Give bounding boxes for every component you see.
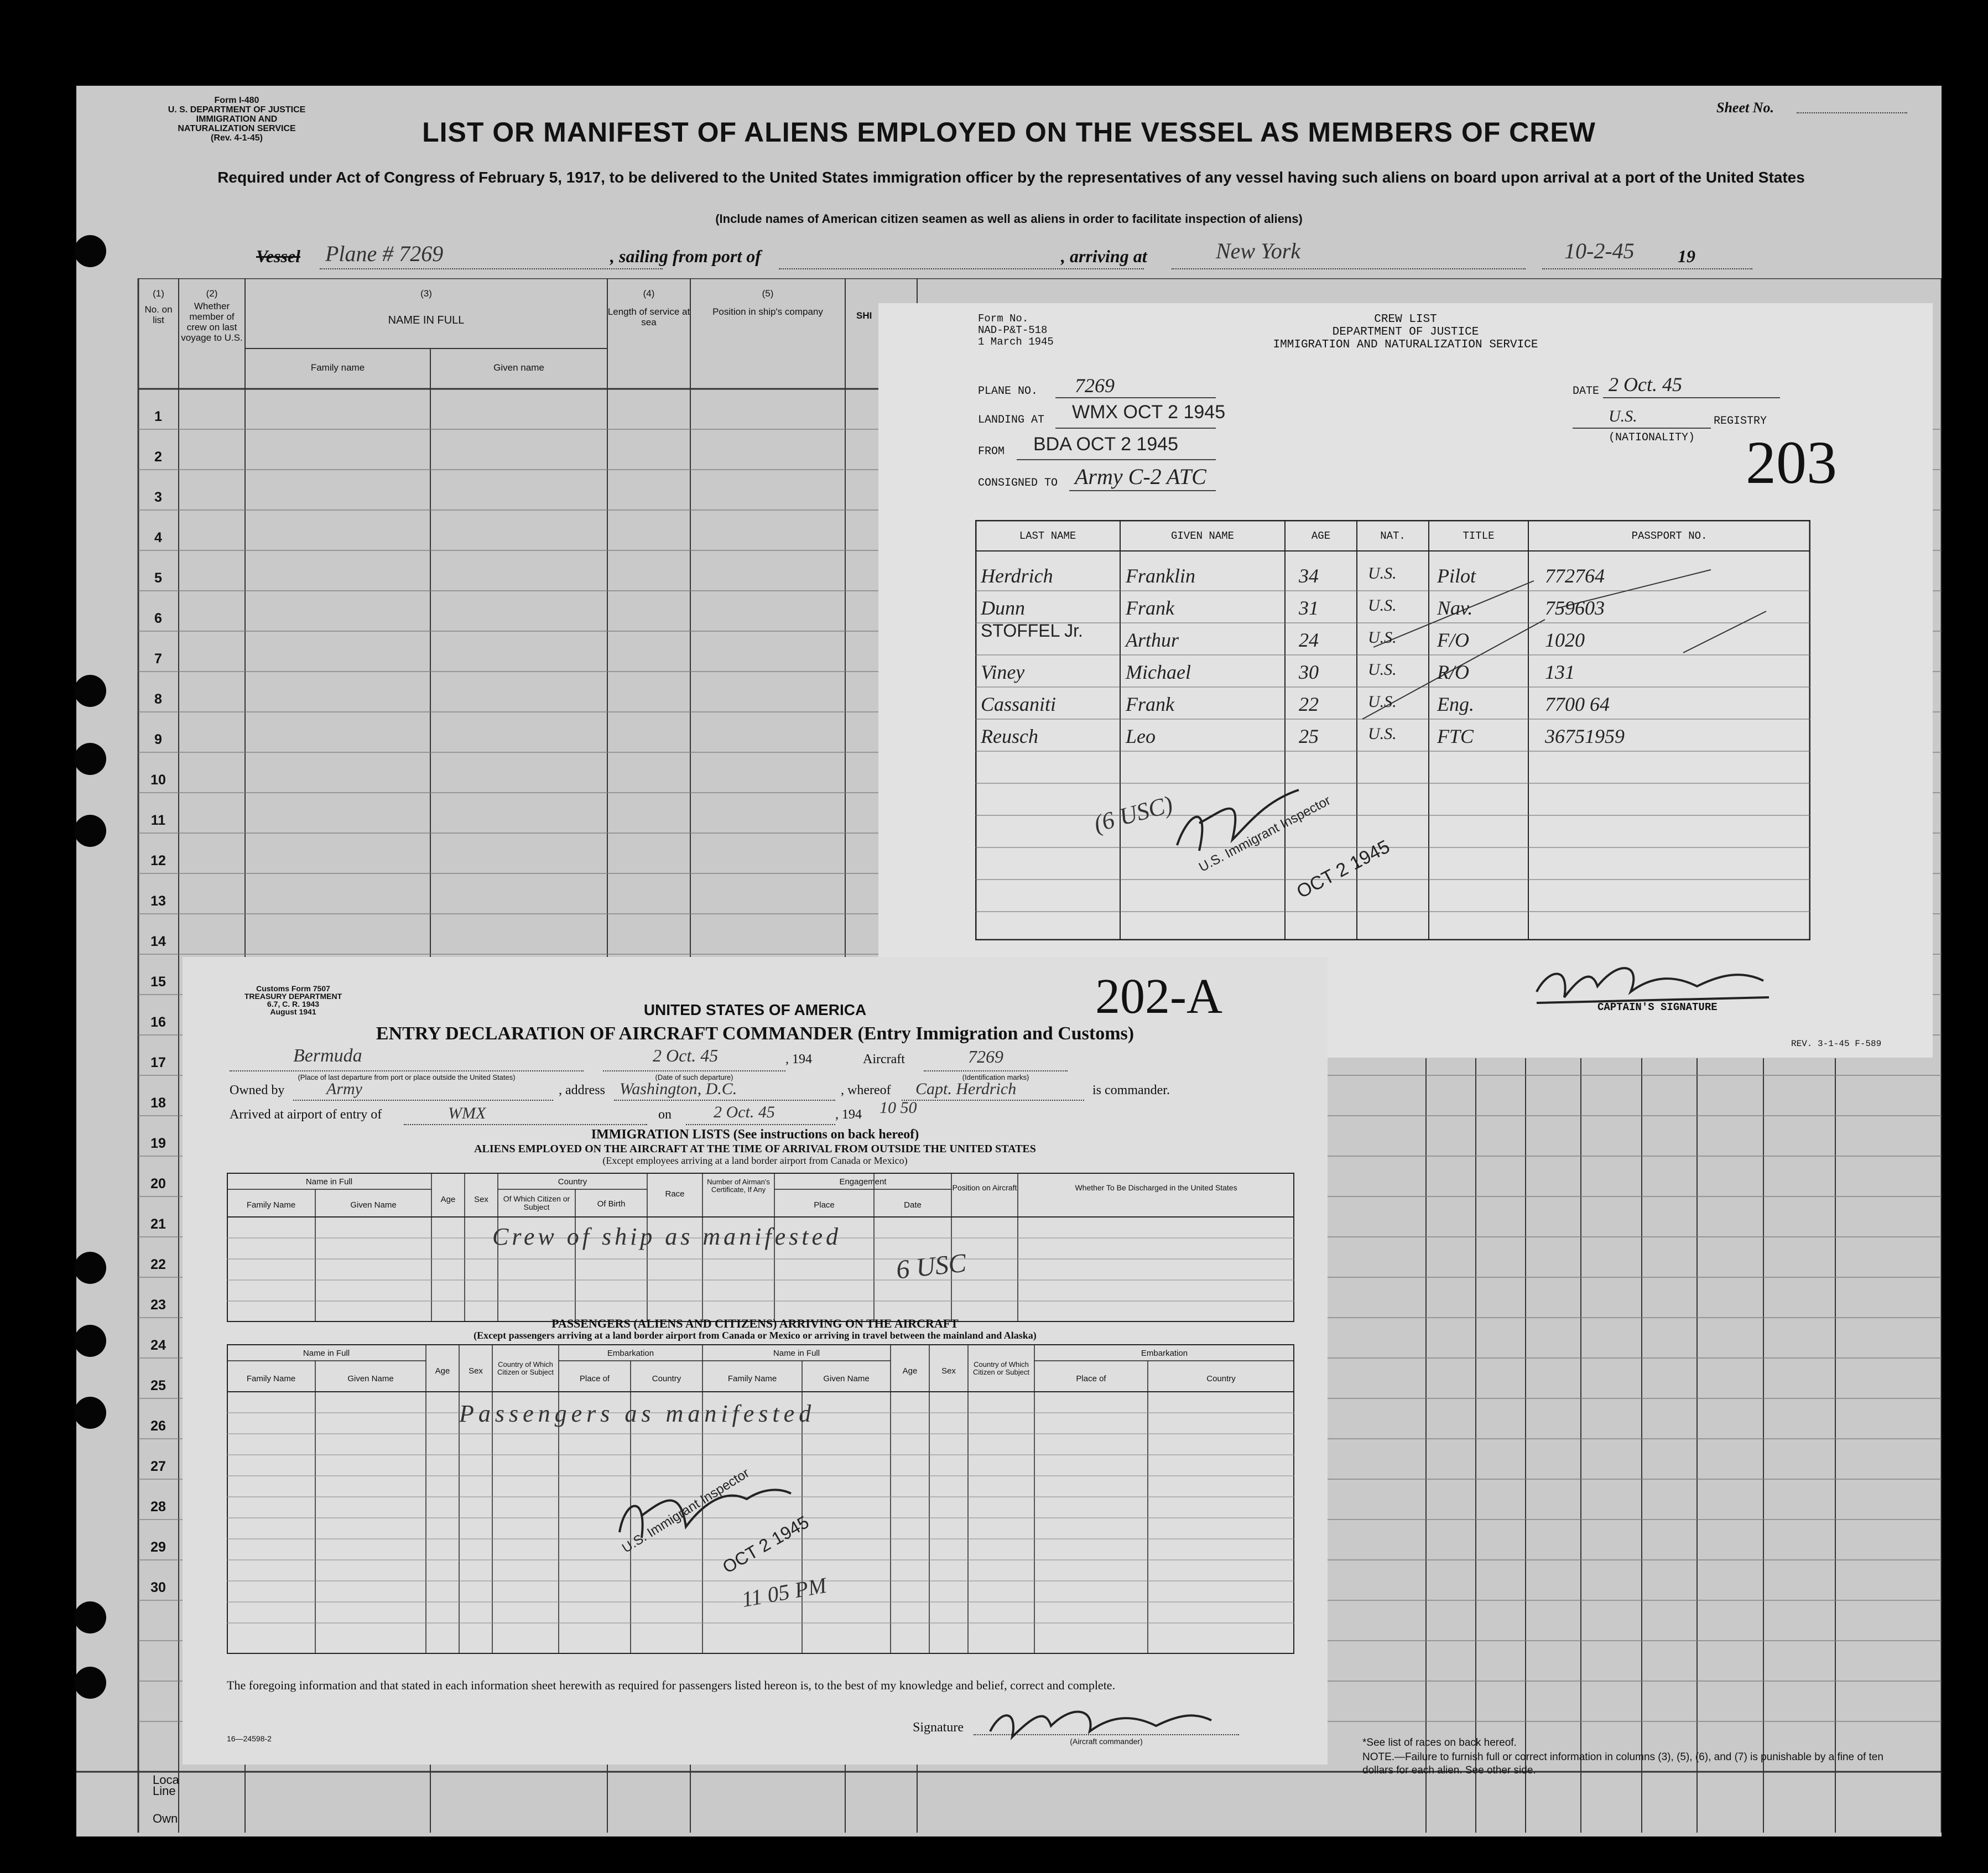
landing-line — [1055, 428, 1216, 429]
form-id-line: IMMIGRATION AND NATURALIZATION SERVICE — [178, 115, 296, 133]
row-number: 23 — [150, 1297, 166, 1313]
t2-sex: Sex — [469, 1366, 483, 1376]
crew-title: FTC — [1437, 725, 1474, 747]
customs-footer-code: 16—24598-2 — [227, 1734, 272, 1743]
crew-nat: U.S. — [1368, 596, 1397, 615]
t2b-sex: Sex — [941, 1366, 956, 1376]
col-number: (4) — [643, 288, 655, 299]
col2-header — [179, 288, 245, 343]
year-label: 19 — [1678, 246, 1695, 266]
crew-age: 24 — [1299, 629, 1319, 651]
crew-list-form — [878, 303, 1933, 1058]
registry-line — [1573, 428, 1711, 429]
row-number: 4 — [154, 530, 162, 545]
footnote-penalty: NOTE.—Failure to furnish full or correct information in columns (3), (5), (6), and (7) is punishable by a fine of ten dollars for each alien. See other side. — [1362, 1751, 1883, 1776]
arriving-value: New York — [1216, 238, 1301, 263]
t2-name-full: Name in Full — [303, 1349, 350, 1358]
row-number: 16 — [150, 1014, 166, 1030]
crew-last-name: Viney — [981, 661, 1025, 683]
crew-given-name: Leo — [1126, 725, 1156, 747]
t1-position: Position on Aircraft — [952, 1183, 1017, 1192]
row-number: 8 — [154, 691, 162, 707]
row-number: 12 — [150, 853, 166, 868]
registry-value: U.S. — [1609, 407, 1637, 425]
certification-text: The foregoing information and that stated in each information sheet herewith as required for passengers listed hereon is, to the best of my knowledge and belief, correct and complete. — [227, 1678, 1116, 1692]
crew-title: Pilot — [1437, 565, 1476, 587]
col1-header — [138, 288, 179, 325]
plane-no-label: PLANE NO. — [978, 385, 1038, 398]
row-number: 7 — [154, 651, 162, 667]
crew-col-title: TITLE — [1463, 530, 1495, 542]
crew-age: 30 — [1299, 661, 1319, 683]
t1-family: Family Name — [246, 1200, 296, 1210]
aircraft-line — [924, 1070, 1068, 1071]
row-number: 15 — [150, 974, 166, 990]
row-number-column — [142, 397, 175, 1608]
col-number: (1) — [153, 288, 164, 299]
address-value: Washington, D.C. — [620, 1080, 737, 1098]
customs-heading2: ENTRY DECLARATION OF AIRCRAFT COMMANDER (Entry Immigration and Customs) — [376, 1023, 1134, 1044]
crew-age: 25 — [1299, 725, 1319, 747]
crew-given-name: Michael — [1126, 661, 1191, 683]
consigned-label: CONSIGNED TO — [978, 477, 1058, 490]
footnote-races: *See list of races on back hereof. — [1362, 1737, 1517, 1749]
col-label: Position in ship's company — [712, 306, 823, 317]
row-number: 21 — [150, 1216, 166, 1232]
arrival-date-value: 10-2-45 — [1564, 238, 1635, 263]
t2-embarkation: Embarkation — [607, 1349, 654, 1358]
aircraft-caption: (Identification marks) — [962, 1073, 1029, 1081]
inspector-stamp-title: U.S. Immigrant Inspector — [1196, 793, 1334, 875]
crew-manifested-note: Crew of ship as manifested — [492, 1223, 842, 1250]
col3-given-header: Given name — [493, 362, 544, 373]
row-number: 2 — [154, 449, 162, 465]
row-number: 5 — [154, 570, 162, 586]
crew-row — [975, 596, 1810, 628]
crew-passport: 772764 — [1545, 565, 1605, 587]
crew-title: DEPARTMENT OF JUSTICE — [1332, 326, 1479, 339]
arrival-year-label: , 194 — [835, 1107, 862, 1122]
departure-date-value: 2 Oct. 45 — [653, 1045, 719, 1065]
row-number: 27 — [150, 1459, 166, 1474]
row-number: 22 — [150, 1257, 166, 1272]
whereof-line — [902, 1100, 1084, 1101]
vessel-label: Vessel — [256, 246, 300, 266]
aircraft-label: Aircraft — [863, 1052, 905, 1066]
departure-date-caption: (Date of such departure) — [655, 1073, 733, 1081]
page-subtitle-note: (Include names of American citizen seamen as well as aliens in order to facilitate inspection of aliens) — [715, 212, 1303, 226]
row-number: 14 — [150, 934, 166, 949]
landing-label: LANDING AT — [978, 414, 1045, 426]
vessel-value: Plane # 7269 — [325, 241, 444, 266]
departure-year-label: , 194 — [785, 1052, 812, 1066]
t2-place: Place of — [579, 1374, 610, 1383]
crew-row — [975, 621, 1810, 660]
crew-form-line: 1 March 1945 — [978, 336, 1054, 348]
passengers-title: PASSENGERS (ALIENS AND CITIZENS) ARRIVING ON THE AIRCRAFT — [551, 1317, 959, 1330]
col3-header — [245, 288, 607, 326]
crew-title: CREW LIST — [1374, 313, 1437, 326]
crew-manifested-annotation: 6 USC — [894, 1248, 968, 1285]
t2b-place: Place of — [1076, 1374, 1106, 1383]
col-label: No. on list — [144, 304, 173, 325]
crew-last-name: Cassaniti — [981, 693, 1057, 715]
col-number: (2) — [206, 288, 218, 299]
t1-place: Place — [814, 1200, 835, 1210]
punch-hole — [74, 235, 106, 267]
crew-rows — [975, 564, 1810, 757]
customs-heading1: UNITED STATES OF AMERICA — [643, 1001, 867, 1018]
immigration-lists-sub: ALIENS EMPLOYED ON THE AIRCRAFT AT THE TIME OF ARRIVAL FROM OUTSIDE THE UNITED STATES — [474, 1143, 1036, 1155]
date-line — [1603, 397, 1780, 398]
departure-place-value: Bermuda — [293, 1045, 362, 1066]
form-id-line: U. S. DEPARTMENT OF JUSTICE — [168, 105, 306, 115]
crew-title: F/O — [1437, 629, 1469, 651]
inspector-stamp-date: OCT 2 1945 — [1293, 836, 1393, 903]
crew-row — [975, 660, 1810, 693]
crew-last-name: Reusch — [981, 725, 1038, 747]
crew-last-name: Dunn — [981, 597, 1025, 619]
sailing-label: , sailing from port of — [610, 246, 761, 266]
customs-entry-declaration — [183, 957, 1328, 1765]
row-number: 13 — [150, 893, 166, 909]
crew-title: R/O — [1437, 661, 1469, 683]
col4-header — [607, 288, 690, 327]
t2b-embarkation: Embarkation — [1141, 1349, 1188, 1358]
consigned-line — [1069, 490, 1216, 491]
t2b-family: Family Name — [727, 1374, 777, 1383]
crew-form-line: NAD-P&T-518 — [978, 324, 1048, 336]
row-number: 9 — [154, 732, 162, 747]
side-label: Line — [153, 1784, 176, 1798]
plane-no-line — [1055, 397, 1216, 398]
col6-header-partial: SHI — [856, 310, 872, 321]
crew-given-name: Frank — [1126, 597, 1174, 619]
row-number: 11 — [150, 813, 166, 828]
immigration-lists-title: IMMIGRATION LISTS (See instructions on back hereof) — [591, 1127, 919, 1142]
t1-sex: Sex — [474, 1195, 488, 1204]
commander-signature-icon — [985, 1698, 1217, 1742]
crew-form-line: Form No. — [978, 313, 1029, 325]
crew-passport: 1020 — [1545, 629, 1585, 651]
owned-label: Owned by — [230, 1083, 285, 1097]
t1-discharge: Whether To Be Discharged in the United States — [1075, 1183, 1237, 1192]
crew-given-name: Arthur — [1126, 629, 1179, 651]
crew-last-name: STOFFEL Jr. — [981, 621, 1083, 641]
address-line — [614, 1100, 835, 1101]
inspector-stamp-date: OCT 2 1945 — [719, 1512, 813, 1578]
t1-birth: Of Birth — [597, 1199, 626, 1209]
crew-nat: U.S. — [1368, 660, 1397, 679]
col-label: Whether member of crew on last voyage to U.S. — [181, 301, 243, 343]
signature-caption: (Aircraft commander) — [1070, 1737, 1143, 1746]
crew-passport: 759603 — [1545, 597, 1605, 619]
consigned-value: Army C-2 ATC — [1075, 464, 1206, 489]
crew-passport: 131 — [1545, 661, 1575, 683]
registry-label: REGISTRY — [1714, 415, 1767, 428]
t2b-name-full: Name in Full — [773, 1349, 820, 1358]
inspector-stamp-time: 11 05 PM — [740, 1572, 829, 1612]
row-number: 17 — [150, 1055, 166, 1070]
side-label: Loca — [153, 1773, 179, 1787]
arrived-value: WMX — [448, 1104, 486, 1122]
crew-title: Eng. — [1437, 693, 1474, 715]
row-number: 1 — [154, 409, 162, 424]
customs-form-line: August 1941 — [270, 1007, 316, 1016]
crew-form-rev: REV. 3-1-45 F-589 — [1791, 1039, 1882, 1049]
t2-country: Country — [652, 1374, 681, 1383]
crew-nat: U.S. — [1368, 628, 1397, 647]
page-subtitle: Required under Act of Congress of February 5, 1917, to be delivered to the United States immigration officer by the representatives of any vessel having such aliens on board upon arrival at a port of the United States — [217, 169, 1805, 186]
row-number: 26 — [150, 1418, 166, 1434]
arriving-label: , arriving at — [1061, 246, 1147, 266]
crew-col-age: AGE — [1311, 530, 1331, 542]
plane-no-value: 7269 — [1075, 374, 1115, 397]
crew-age: 34 — [1299, 565, 1319, 587]
inspector-stamp-title: U.S. Immigrant Inspector — [620, 1465, 752, 1556]
passengers-manifested-note: Passengers as manifested — [459, 1400, 816, 1427]
crew-last-name: Herdrich — [981, 565, 1053, 587]
customs-form-line: Customs Form 7507 — [256, 984, 330, 993]
arrival-date-line — [686, 1124, 835, 1125]
signature-label: Signature — [913, 1720, 964, 1735]
crew-title: Nav. — [1437, 597, 1473, 619]
nationality-label: (NATIONALITY) — [1609, 431, 1695, 444]
crew-col-passport: PASSPORT NO. — [1631, 530, 1708, 542]
on-label: on — [658, 1107, 672, 1122]
whereof-value: Capt. Herdrich — [915, 1080, 1017, 1098]
col3-family-header: Family name — [310, 362, 365, 373]
t1-name-full: Name in Full — [305, 1177, 353, 1187]
passengers-sub: (Except passengers arriving at a land border airport from Canada or Mexico or arriving in travel between the mainland and Alaska) — [473, 1330, 1037, 1341]
row-number: 24 — [150, 1338, 166, 1353]
date-label: DATE — [1573, 385, 1600, 398]
owned-line — [293, 1100, 553, 1101]
from-line — [1017, 459, 1216, 460]
address-label: , address — [559, 1083, 605, 1097]
row-number: 19 — [150, 1136, 166, 1151]
t1-cert: Number of Airman's Certificate, If Any — [707, 1178, 770, 1194]
page-title: LIST OR MANIFEST OF ALIENS EMPLOYED ON THE VESSEL AS MEMBERS OF CREW — [422, 117, 1596, 148]
departure-date-line — [603, 1070, 785, 1071]
crew-given-name: Frank — [1126, 693, 1174, 715]
arrival-time-value: 10 50 — [879, 1099, 917, 1117]
captain-signature-label: CAPTAIN'S SIGNATURE — [1597, 1001, 1718, 1013]
arriving-line — [1172, 268, 1526, 269]
t2-age: Age — [435, 1366, 450, 1376]
vessel-line — [320, 268, 663, 269]
crew-form-heading — [878, 313, 1933, 351]
col-label: NAME IN FULL — [388, 314, 465, 326]
side-label: Own — [153, 1812, 178, 1825]
col-number: (3) — [420, 288, 432, 299]
customs-form-line: TREASURY DEPARTMENT — [244, 992, 342, 1001]
commander-label: is commander. — [1092, 1083, 1170, 1097]
row-number: 28 — [150, 1499, 166, 1515]
landing-stamp: WMX OCT 2 1945 — [1072, 402, 1226, 423]
row-number: 10 — [150, 772, 166, 788]
t1-race: Race — [665, 1189, 685, 1199]
t2b-citizen: Country of Which Citizen or Subject — [973, 1360, 1029, 1376]
crew-passport: 36751959 — [1545, 725, 1625, 747]
t2-given: Given Name — [347, 1374, 394, 1383]
form-id-line: (Rev. 4-1-45) — [211, 133, 263, 143]
immigration-lists-sub2: (Except employees arriving at a land border airport from Canada or Mexico) — [602, 1155, 908, 1166]
row-number: 3 — [154, 490, 162, 505]
arrival-date-line — [1542, 268, 1752, 269]
t1-age: Age — [440, 1195, 456, 1204]
row-number: 20 — [150, 1176, 166, 1192]
crew-row — [975, 725, 1810, 757]
sailing-port-line — [779, 268, 1144, 269]
crew-row — [975, 693, 1810, 725]
crew-row — [975, 564, 1810, 596]
t2b-age: Age — [902, 1366, 918, 1376]
row-number: 29 — [150, 1539, 166, 1555]
row-number: 6 — [154, 611, 162, 626]
t2-citizen: Country of Which Citizen or Subject — [497, 1360, 554, 1376]
customs-number: 202-A — [1095, 969, 1222, 1024]
col-number: (5) — [762, 288, 774, 299]
sheet-no-label: Sheet No. — [1716, 100, 1774, 116]
owned-value: Army — [326, 1080, 362, 1098]
row-number: 18 — [150, 1095, 166, 1111]
crew-title: IMMIGRATION AND NATURALIZATION SERVICE — [1273, 339, 1538, 351]
t1-country: Country — [558, 1177, 587, 1187]
departure-place-caption: (Place of last departure from port or place outside the United States) — [298, 1073, 516, 1081]
row-number: 30 — [150, 1580, 166, 1595]
row-number: 25 — [150, 1378, 166, 1393]
t2-family: Family Name — [246, 1374, 296, 1383]
crew-col-nat: NAT. — [1380, 530, 1406, 542]
crew-annotation: (6 USC) — [1091, 790, 1176, 837]
from-stamp: BDA OCT 2 1945 — [1033, 434, 1179, 455]
crew-passport: 7700 64 — [1545, 693, 1610, 715]
crew-sheet-number: 203 — [1746, 429, 1837, 496]
crew-nat: U.S. — [1368, 693, 1397, 711]
t2b-country: Country — [1206, 1374, 1236, 1383]
crew-nat: U.S. — [1368, 564, 1397, 582]
col-label: Length of service at sea — [607, 306, 690, 327]
t1-engagement: Engagement — [839, 1177, 887, 1187]
from-label: FROM — [978, 445, 1005, 458]
customs-form-line: 6.7, C. R. 1943 — [267, 1000, 320, 1008]
crew-col-given: GIVEN NAME — [1170, 530, 1235, 542]
arrived-line — [404, 1124, 647, 1125]
date-value: 2 Oct. 45 — [1609, 373, 1682, 396]
col5-header — [690, 288, 845, 317]
sheet-no-line — [1797, 112, 1907, 113]
whereof-label: , whereof — [841, 1083, 891, 1097]
crew-age: 22 — [1299, 693, 1319, 715]
crew-nat: U.S. — [1368, 725, 1397, 743]
t1-citizen: Of Which Citizen or Subject — [503, 1194, 570, 1211]
crew-given-name: Franklin — [1126, 565, 1195, 587]
form-id-line: Form I-480 — [214, 96, 259, 105]
crew-age: 31 — [1299, 597, 1319, 619]
t1-date: Date — [904, 1200, 922, 1210]
arrived-label: Arrived at airport of entry of — [230, 1107, 382, 1122]
departure-place-line — [230, 1070, 584, 1071]
aircraft-value: 7269 — [968, 1047, 1003, 1066]
t1-given: Given Name — [350, 1200, 397, 1210]
t2b-given: Given Name — [823, 1374, 870, 1383]
arrival-date-value: 2 Oct. 45 — [714, 1103, 775, 1121]
crew-col-last: LAST NAME — [1019, 530, 1076, 542]
